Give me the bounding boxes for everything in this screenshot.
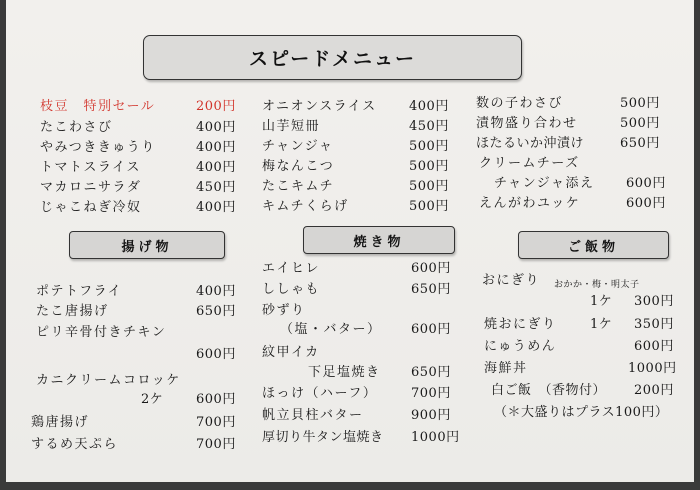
item-price: 650円 <box>411 282 451 297</box>
item-price: 400円 <box>196 140 236 155</box>
item-name: カニクリームコロッケ <box>36 373 181 388</box>
item-price: 500円 <box>620 96 660 111</box>
item-name: 帆立貝柱バター <box>262 408 364 423</box>
footnote: （＊大盛りはプラス100円） <box>494 405 669 420</box>
item-price: 900円 <box>411 408 451 423</box>
item-price: 500円 <box>409 139 449 154</box>
item-name: 海鮮丼 <box>484 361 528 376</box>
item-name: ほたるいか沖漬け <box>476 136 585 151</box>
item-price: 300円 <box>634 294 674 309</box>
item-price: 600円 <box>626 176 666 191</box>
item-note: （塩・バター） <box>280 322 382 337</box>
item-price: 400円 <box>196 120 236 135</box>
item-price: 700円 <box>196 415 236 430</box>
item-name: エイヒレ <box>262 261 321 276</box>
item-note: おかか・梅・明太子 <box>554 280 640 290</box>
item-qty: 1ケ <box>590 294 613 309</box>
item-name: おにぎり <box>482 273 541 288</box>
item-price: 500円 <box>409 179 449 194</box>
section-header-yakimono: 焼き物 <box>303 226 455 254</box>
item-name: チャンジャ <box>262 139 334 154</box>
item-price: 500円 <box>409 159 449 174</box>
item-name: ほっけ（ハーフ） <box>262 386 378 401</box>
item-price: 400円 <box>409 99 449 114</box>
item-name: 漬物盛り合わせ <box>476 116 578 131</box>
item-price: 1000円 <box>411 430 460 445</box>
item-price: 400円 <box>196 160 236 175</box>
item-price: 450円 <box>409 119 449 134</box>
item-name: 焼おにぎり <box>484 317 557 332</box>
item-qty: 1ケ <box>590 317 613 332</box>
item-price: 700円 <box>411 386 451 401</box>
item-name: たこわさび <box>40 120 113 135</box>
item-price: 650円 <box>196 304 236 319</box>
item-name: たこキムチ <box>262 179 335 194</box>
item-qty: 2ケ <box>141 392 164 407</box>
item-name: キムチくらげ <box>262 199 349 214</box>
item-name: 砂ずり <box>262 303 306 318</box>
item-price: 200円 <box>196 99 236 114</box>
item-price: 400円 <box>196 284 236 299</box>
item-name: 梅なんこつ <box>262 159 335 174</box>
item-price: 200円 <box>634 383 674 398</box>
item-price: 650円 <box>411 365 451 380</box>
item-name: じゃこねぎ冷奴 <box>40 200 142 215</box>
item-name: 紋甲イカ <box>262 345 320 360</box>
item-name: 鶏唐揚げ <box>31 415 90 430</box>
item-price: 700円 <box>196 437 236 452</box>
item-price: 350円 <box>634 317 674 332</box>
item-name: 白ご飯 （香物付） <box>491 383 607 398</box>
item-note: 下足塩焼き <box>308 365 381 380</box>
item-name: たこ唐揚げ <box>36 304 109 319</box>
item-price: 500円 <box>620 116 660 131</box>
item-price: 600円 <box>411 322 451 337</box>
item-price: 600円 <box>626 196 666 211</box>
item-price: 400円 <box>196 200 236 215</box>
item-name: 数の子わさび <box>476 96 564 111</box>
item-name: するめ天ぷら <box>31 437 119 452</box>
menu-title: スピードメニュー <box>143 35 522 80</box>
item-name: ピリ辛骨付きチキン <box>36 325 167 340</box>
item-note: チャンジャ添え <box>494 176 595 191</box>
item-price: 600円 <box>196 392 236 407</box>
section-header-agemono: 揚げ物 <box>69 231 225 259</box>
item-name: 山芋短冊 <box>262 119 321 134</box>
item-name: ししゃも <box>262 282 321 297</box>
menu-card <box>6 0 694 482</box>
item-name: クリームチーズ <box>479 156 580 171</box>
item-price: 500円 <box>409 199 449 214</box>
item-name: 厚切り牛タン塩焼き <box>262 430 384 445</box>
item-name: マカロニサラダ <box>40 180 142 195</box>
item-price: 1000円 <box>628 361 677 376</box>
item-name: にゅうめん <box>484 339 557 354</box>
item-name: トマトスライス <box>40 160 141 175</box>
item-name: やみつききゅうり <box>40 140 156 155</box>
item-name: 枝豆 特別セール <box>40 99 156 114</box>
section-header-gohanmono: ご飯物 <box>518 231 669 259</box>
item-price: 600円 <box>411 261 451 276</box>
item-price: 650円 <box>620 136 660 151</box>
item-name: ポテトフライ <box>36 284 123 299</box>
item-price: 600円 <box>634 339 674 354</box>
item-price: 450円 <box>196 180 236 195</box>
item-price: 600円 <box>196 347 236 362</box>
item-name: オニオンスライス <box>262 99 377 114</box>
item-name: えんがわユッケ <box>479 196 581 211</box>
